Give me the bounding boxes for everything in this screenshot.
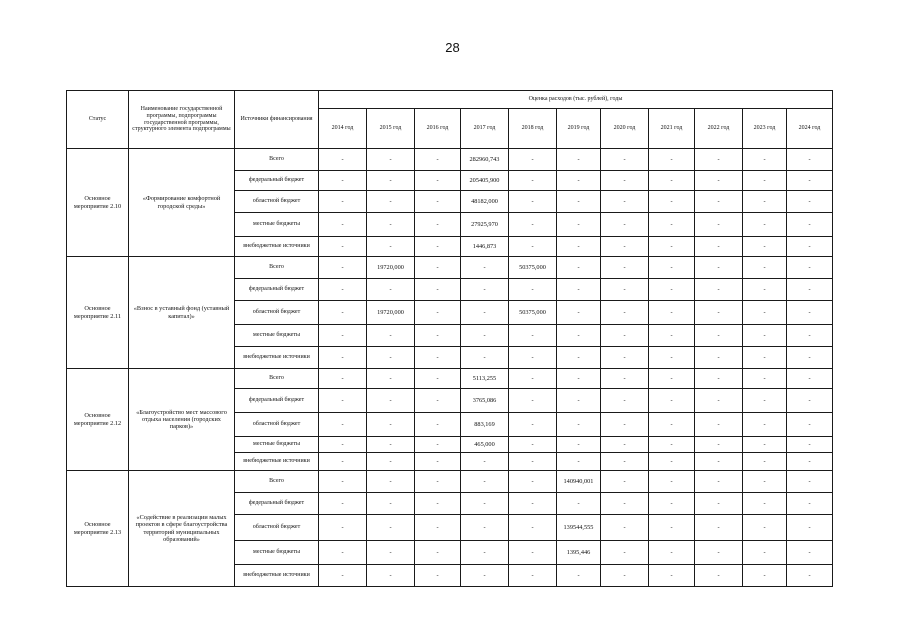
value-cell: - [601, 565, 649, 587]
value-cell: - [367, 325, 415, 347]
header-name: Наименование государственной программы, подпрограммы государственной программы, структурного элемента подпрограммы [129, 91, 235, 149]
value-cell: - [787, 413, 833, 437]
value-cell: - [695, 347, 743, 369]
value-cell: - [557, 279, 601, 301]
status-cell: Основное мероприятие 2.12 [67, 369, 129, 471]
value-cell: - [319, 413, 367, 437]
header-year: 2022 год [695, 109, 743, 149]
value-cell: - [461, 257, 509, 279]
value-cell: - [601, 515, 649, 541]
value-cell: - [743, 213, 787, 237]
value-cell: - [695, 213, 743, 237]
source-cell: местные бюджеты [235, 213, 319, 237]
value-cell: - [743, 493, 787, 515]
value-cell: - [649, 171, 695, 191]
value-cell: - [509, 515, 557, 541]
value-cell: 48182,000 [461, 191, 509, 213]
value-cell: - [367, 347, 415, 369]
value-cell: - [695, 541, 743, 565]
value-cell: - [557, 369, 601, 389]
value-cell: - [787, 493, 833, 515]
value-cell: - [509, 389, 557, 413]
source-cell: областной бюджет [235, 301, 319, 325]
value-cell: - [601, 213, 649, 237]
value-cell: - [319, 437, 367, 453]
value-cell: - [461, 279, 509, 301]
value-cell: - [557, 191, 601, 213]
value-cell: - [787, 149, 833, 171]
value-cell: - [461, 541, 509, 565]
value-cell: - [509, 171, 557, 191]
value-cell: - [695, 279, 743, 301]
source-cell: федеральный бюджет [235, 279, 319, 301]
source-cell: областной бюджет [235, 191, 319, 213]
source-cell: внебюджетные источники [235, 453, 319, 471]
value-cell: - [743, 369, 787, 389]
value-cell: - [601, 437, 649, 453]
source-cell: местные бюджеты [235, 541, 319, 565]
value-cell: - [367, 191, 415, 213]
value-cell: - [649, 257, 695, 279]
value-cell: - [509, 149, 557, 171]
value-cell: - [649, 413, 695, 437]
name-cell: «Благоустройство мест массового отдыха населения (городских парков)» [129, 369, 235, 471]
value-cell: - [319, 347, 367, 369]
header-year: 2024 год [787, 109, 833, 149]
expenses-table [66, 90, 833, 587]
value-cell: - [743, 191, 787, 213]
value-cell: 3765,086 [461, 389, 509, 413]
value-cell: - [695, 389, 743, 413]
value-cell: - [787, 541, 833, 565]
header-year: 2017 год [461, 109, 509, 149]
value-cell: - [787, 389, 833, 413]
value-cell: 1395,446 [557, 541, 601, 565]
value-cell: - [787, 453, 833, 471]
value-cell: 27925,970 [461, 213, 509, 237]
value-cell: - [743, 437, 787, 453]
value-cell: - [367, 565, 415, 587]
value-cell: - [367, 541, 415, 565]
value-cell: - [601, 493, 649, 515]
value-cell: - [509, 565, 557, 587]
header-year: 2019 год [557, 109, 601, 149]
value-cell: - [319, 171, 367, 191]
source-cell: федеральный бюджет [235, 493, 319, 515]
value-cell: - [319, 515, 367, 541]
value-cell: - [743, 413, 787, 437]
value-cell: - [415, 149, 461, 171]
value-cell: - [649, 213, 695, 237]
value-cell: - [601, 471, 649, 493]
value-cell: - [649, 453, 695, 471]
value-cell: - [787, 515, 833, 541]
value-cell: - [415, 565, 461, 587]
value-cell: - [649, 325, 695, 347]
value-cell: - [415, 437, 461, 453]
value-cell: - [787, 191, 833, 213]
value-cell: 5113,255 [461, 369, 509, 389]
header-year: 2020 год [601, 109, 649, 149]
source-cell: областной бюджет [235, 515, 319, 541]
value-cell: - [743, 171, 787, 191]
value-cell: - [461, 301, 509, 325]
value-cell: - [415, 237, 461, 257]
value-cell: - [787, 171, 833, 191]
value-cell: - [695, 257, 743, 279]
value-cell: - [509, 213, 557, 237]
value-cell: - [787, 437, 833, 453]
value-cell: - [649, 301, 695, 325]
status-cell: Основное мероприятие 2.11 [67, 257, 129, 369]
value-cell: - [367, 453, 415, 471]
status-cell: Основное мероприятие 2.13 [67, 471, 129, 587]
value-cell: - [557, 237, 601, 257]
value-cell: - [649, 149, 695, 171]
value-cell: - [743, 257, 787, 279]
value-cell: - [787, 347, 833, 369]
source-cell: Всего [235, 471, 319, 493]
value-cell: - [319, 541, 367, 565]
value-cell: - [509, 191, 557, 213]
value-cell: - [601, 347, 649, 369]
source-cell: местные бюджеты [235, 437, 319, 453]
value-cell: - [695, 413, 743, 437]
value-cell: - [557, 149, 601, 171]
value-cell: - [557, 413, 601, 437]
value-cell: - [601, 301, 649, 325]
header-status: Статус [67, 91, 129, 149]
value-cell: - [787, 369, 833, 389]
value-cell: - [319, 389, 367, 413]
value-cell: - [367, 279, 415, 301]
table-row [67, 257, 833, 279]
value-cell: - [649, 471, 695, 493]
value-cell: - [601, 453, 649, 471]
value-cell: - [787, 279, 833, 301]
value-cell: - [367, 369, 415, 389]
value-cell: - [415, 191, 461, 213]
value-cell: - [787, 301, 833, 325]
value-cell: - [557, 437, 601, 453]
value-cell: - [461, 515, 509, 541]
status-cell: Основное мероприятие 2.10 [67, 149, 129, 257]
header-sources: Источники финансирования [235, 91, 319, 149]
value-cell: - [319, 191, 367, 213]
value-cell: - [649, 237, 695, 257]
header-year: 2014 год [319, 109, 367, 149]
header-year: 2021 год [649, 109, 695, 149]
value-cell: - [649, 515, 695, 541]
value-cell: - [415, 325, 461, 347]
value-cell: 883,169 [461, 413, 509, 437]
value-cell: - [743, 301, 787, 325]
value-cell: - [601, 279, 649, 301]
value-cell: - [319, 237, 367, 257]
value-cell: - [649, 493, 695, 515]
value-cell: 50375,000 [509, 301, 557, 325]
value-cell: - [649, 191, 695, 213]
value-cell: - [787, 471, 833, 493]
value-cell: - [601, 325, 649, 347]
value-cell: - [649, 541, 695, 565]
value-cell: - [367, 471, 415, 493]
value-cell: - [319, 279, 367, 301]
name-cell: «Содействие в реализации малых проектов в сфере благоустройства территорий муниципальных образований» [129, 471, 235, 587]
source-cell: Всего [235, 369, 319, 389]
value-cell: - [509, 493, 557, 515]
value-cell: 140940,001 [557, 471, 601, 493]
value-cell: - [695, 191, 743, 213]
source-cell: федеральный бюджет [235, 389, 319, 413]
value-cell: - [319, 453, 367, 471]
value-cell: - [787, 325, 833, 347]
source-cell: Всего [235, 149, 319, 171]
table-row [67, 369, 833, 389]
value-cell: - [461, 325, 509, 347]
source-cell: внебюджетные источники [235, 347, 319, 369]
value-cell: - [415, 301, 461, 325]
value-cell: - [509, 437, 557, 453]
value-cell: - [649, 389, 695, 413]
value-cell: - [557, 453, 601, 471]
value-cell: - [743, 149, 787, 171]
value-cell: - [649, 369, 695, 389]
value-cell: - [695, 493, 743, 515]
value-cell: - [415, 369, 461, 389]
header-year: 2016 год [415, 109, 461, 149]
source-cell: областной бюджет [235, 413, 319, 437]
value-cell: - [557, 347, 601, 369]
header-year: 2018 год [509, 109, 557, 149]
value-cell: - [787, 237, 833, 257]
value-cell: - [557, 257, 601, 279]
source-cell: внебюджетные источники [235, 237, 319, 257]
value-cell: - [743, 347, 787, 369]
value-cell: - [415, 213, 461, 237]
value-cell: - [509, 325, 557, 347]
value-cell: - [743, 471, 787, 493]
value-cell: - [367, 237, 415, 257]
value-cell: - [743, 541, 787, 565]
value-cell: - [787, 565, 833, 587]
value-cell: 50375,000 [509, 257, 557, 279]
value-cell: - [367, 213, 415, 237]
name-cell: «Формирование комфортной городской среды» [129, 149, 235, 257]
value-cell: - [415, 347, 461, 369]
value-cell: - [415, 389, 461, 413]
value-cell: - [743, 515, 787, 541]
value-cell: - [695, 437, 743, 453]
value-cell: 1446,873 [461, 237, 509, 257]
value-cell: - [415, 471, 461, 493]
value-cell: - [601, 389, 649, 413]
value-cell: - [743, 237, 787, 257]
value-cell: - [557, 301, 601, 325]
value-cell: - [695, 515, 743, 541]
value-cell: - [415, 257, 461, 279]
value-cell: - [319, 565, 367, 587]
value-cell: - [367, 437, 415, 453]
value-cell: 282960,743 [461, 149, 509, 171]
value-cell: - [319, 257, 367, 279]
value-cell: 139544,555 [557, 515, 601, 541]
page-number: 28 [445, 40, 460, 55]
source-cell: Всего [235, 257, 319, 279]
value-cell: - [461, 493, 509, 515]
header-year: 2023 год [743, 109, 787, 149]
value-cell: - [649, 279, 695, 301]
header-year: 2015 год [367, 109, 415, 149]
value-cell: - [367, 171, 415, 191]
value-cell: - [743, 453, 787, 471]
value-cell: - [695, 301, 743, 325]
value-cell: - [509, 347, 557, 369]
value-cell: - [461, 453, 509, 471]
value-cell: - [601, 257, 649, 279]
value-cell: - [509, 541, 557, 565]
header-estimate: Оценка расходов (тыс. рублей), годы [319, 91, 833, 109]
value-cell: - [743, 389, 787, 413]
value-cell: 205405,900 [461, 171, 509, 191]
value-cell: - [557, 213, 601, 237]
value-cell: - [601, 149, 649, 171]
value-cell: - [557, 565, 601, 587]
value-cell: - [415, 279, 461, 301]
table-header [67, 91, 833, 149]
value-cell: - [649, 347, 695, 369]
value-cell: - [367, 149, 415, 171]
value-cell: - [319, 149, 367, 171]
value-cell: - [415, 515, 461, 541]
table-body [67, 149, 833, 587]
value-cell: - [319, 493, 367, 515]
value-cell: - [557, 493, 601, 515]
value-cell: 465,000 [461, 437, 509, 453]
value-cell: - [509, 279, 557, 301]
value-cell: - [695, 149, 743, 171]
value-cell: - [509, 413, 557, 437]
value-cell: - [415, 541, 461, 565]
table-row [67, 149, 833, 171]
value-cell: - [319, 471, 367, 493]
value-cell: - [557, 389, 601, 413]
value-cell: - [695, 325, 743, 347]
value-cell: - [367, 413, 415, 437]
value-cell: - [649, 565, 695, 587]
value-cell: - [695, 565, 743, 587]
value-cell: - [415, 493, 461, 515]
value-cell: - [319, 213, 367, 237]
value-cell: - [367, 515, 415, 541]
name-cell: «Взнос в уставный фонд (уставный капитал)» [129, 257, 235, 369]
value-cell: - [509, 369, 557, 389]
value-cell: - [601, 541, 649, 565]
value-cell: - [601, 413, 649, 437]
value-cell: - [509, 237, 557, 257]
value-cell: - [367, 493, 415, 515]
value-cell: - [509, 471, 557, 493]
value-cell: - [557, 325, 601, 347]
value-cell: - [601, 191, 649, 213]
value-cell: - [367, 389, 415, 413]
value-cell: - [509, 453, 557, 471]
source-cell: внебюджетные источники [235, 565, 319, 587]
value-cell: - [557, 171, 601, 191]
value-cell: - [601, 237, 649, 257]
value-cell: - [787, 257, 833, 279]
value-cell: - [415, 453, 461, 471]
value-cell: - [415, 171, 461, 191]
value-cell: - [695, 453, 743, 471]
value-cell: - [743, 279, 787, 301]
value-cell: - [787, 213, 833, 237]
value-cell: - [461, 347, 509, 369]
value-cell: - [695, 369, 743, 389]
value-cell: - [319, 369, 367, 389]
value-cell: - [461, 565, 509, 587]
source-cell: федеральный бюджет [235, 171, 319, 191]
value-cell: 19720,000 [367, 257, 415, 279]
value-cell: 19720,000 [367, 301, 415, 325]
value-cell: - [743, 325, 787, 347]
value-cell: - [601, 369, 649, 389]
value-cell: - [695, 237, 743, 257]
value-cell: - [461, 471, 509, 493]
value-cell: - [319, 325, 367, 347]
value-cell: - [695, 471, 743, 493]
value-cell: - [695, 171, 743, 191]
source-cell: местные бюджеты [235, 325, 319, 347]
value-cell: - [743, 565, 787, 587]
value-cell: - [415, 413, 461, 437]
value-cell: - [649, 437, 695, 453]
value-cell: - [601, 171, 649, 191]
value-cell: - [319, 301, 367, 325]
table-row [67, 471, 833, 493]
